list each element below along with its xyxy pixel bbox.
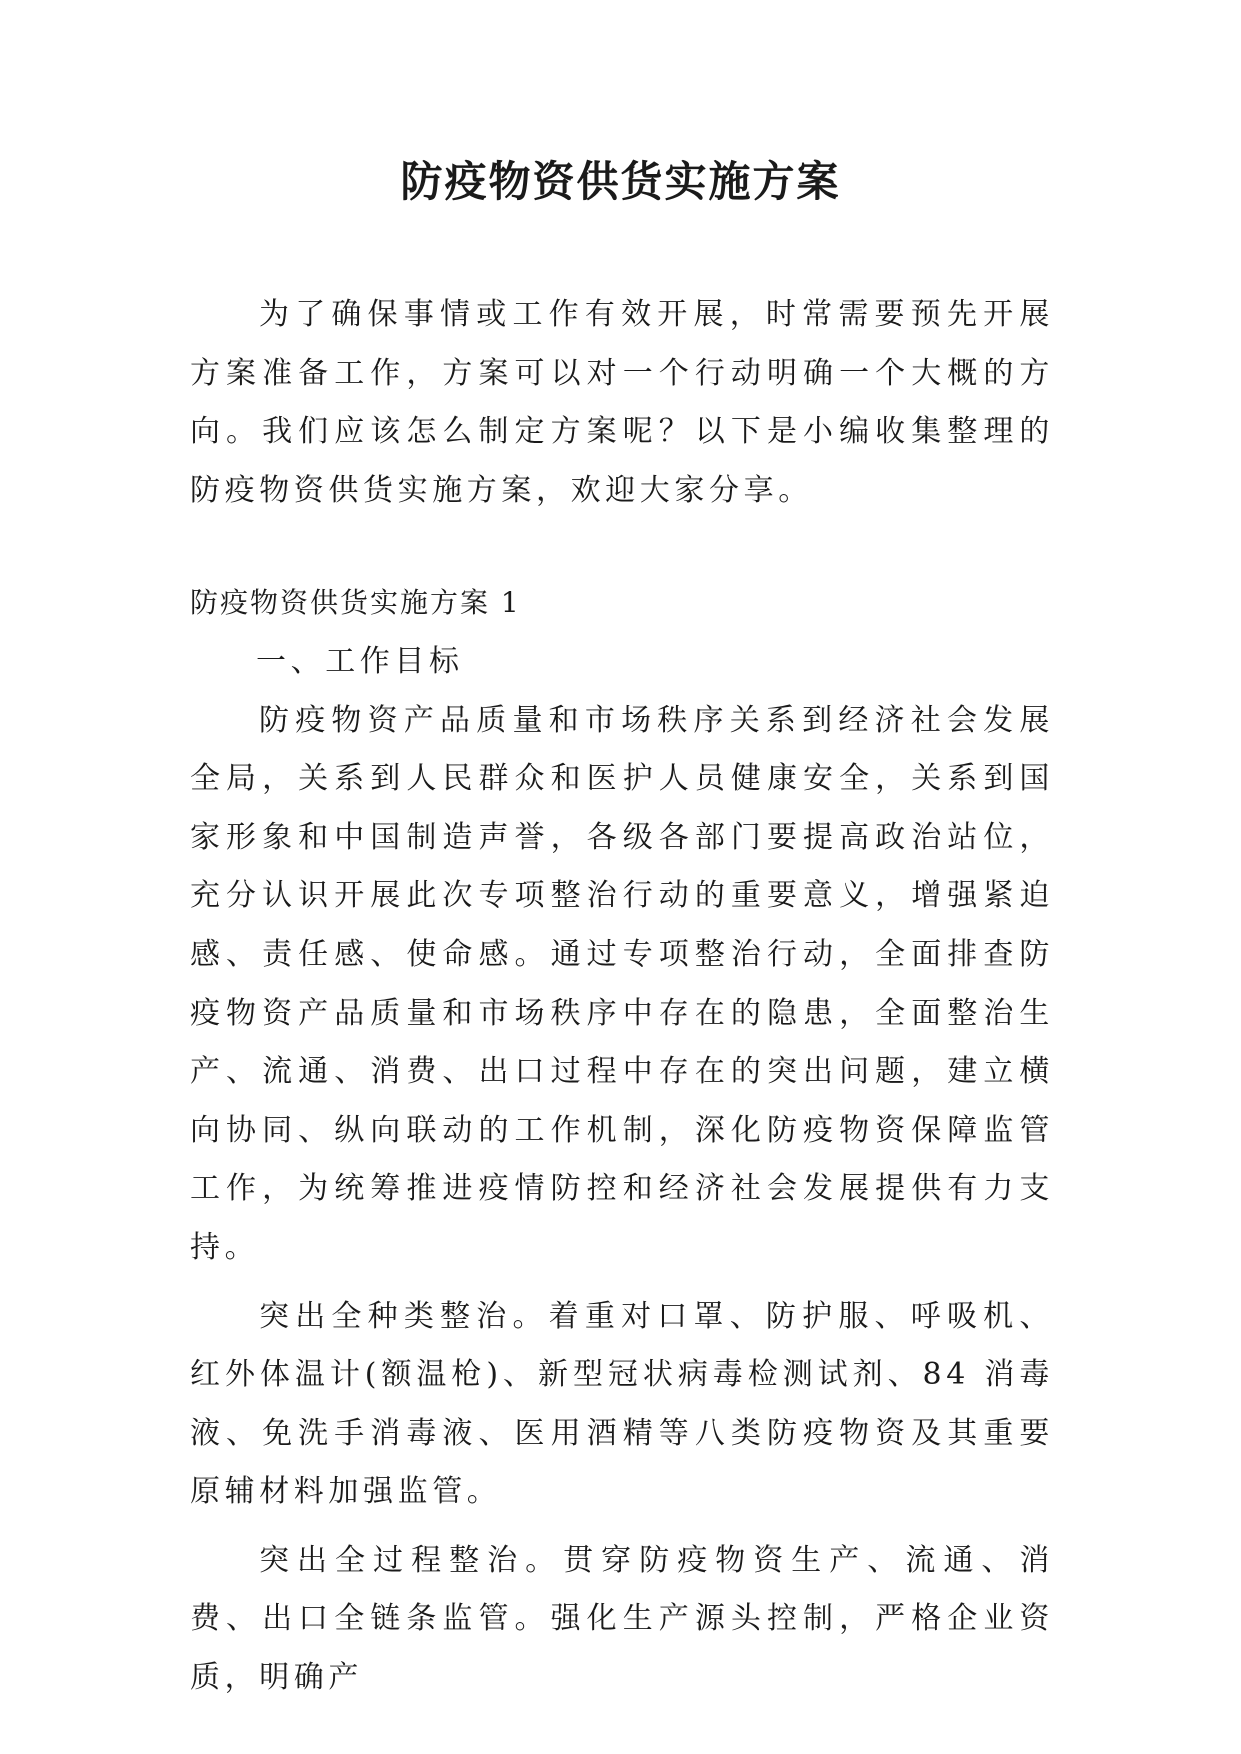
document-title: 防疫物资供货实施方案 — [400, 157, 841, 206]
section-title: 防疫物资供货实施方案 1 — [190, 586, 521, 620]
body-paragraph: 防疫物资产品质量和市场秩序关系到经济社会发展全局，关系到人民群众和医护人员健康安全，关系到国家形象和中国制造声誉，各级各部门要提高政治站位，充分认识开展此次专项整治行动的重要意义，增强紧迫感、责任感、使命感。通过专项整治行动，全面排查防疫物资产品质量和市场秩序中存在的隐患，全面整治生产、流通、消费、出口过程中存在的突出问题，建立横向协同、纵向联动的工作机制，深化防疫物资保障监管工作，为统筹推进疫情防控和经济社会发展提供有力支持。 — [190, 702, 1054, 1265]
body-paragraph: 突出全过程整治。贯穿防疫物资生产、流通、消费、出口全链条监管。强化生产源头控制，严格企业资质，明确产 — [190, 1542, 1054, 1696]
document-body — [190, 286, 1054, 1708]
intro-paragraph: 为了确保事情或工作有效开展，时常需要预先开展方案准备工作，方案可以对一个行动明确一个大概的方向。我们应该怎么制定方案呢？以下是小编收集整理的防疫物资供货实施方案，欢迎大家分享。 — [190, 297, 1054, 508]
section-heading: 一、工作目标 — [256, 643, 464, 679]
body-paragraph: 突出全种类整治。着重对口罩、防护服、呼吸机、红外体温计(额温枪)、新型冠状病毒检测试剂、84 消毒液、免洗手消毒液、医用酒精等八类防疫物资及其重要原辅材料加强监管。 — [190, 1298, 1054, 1510]
